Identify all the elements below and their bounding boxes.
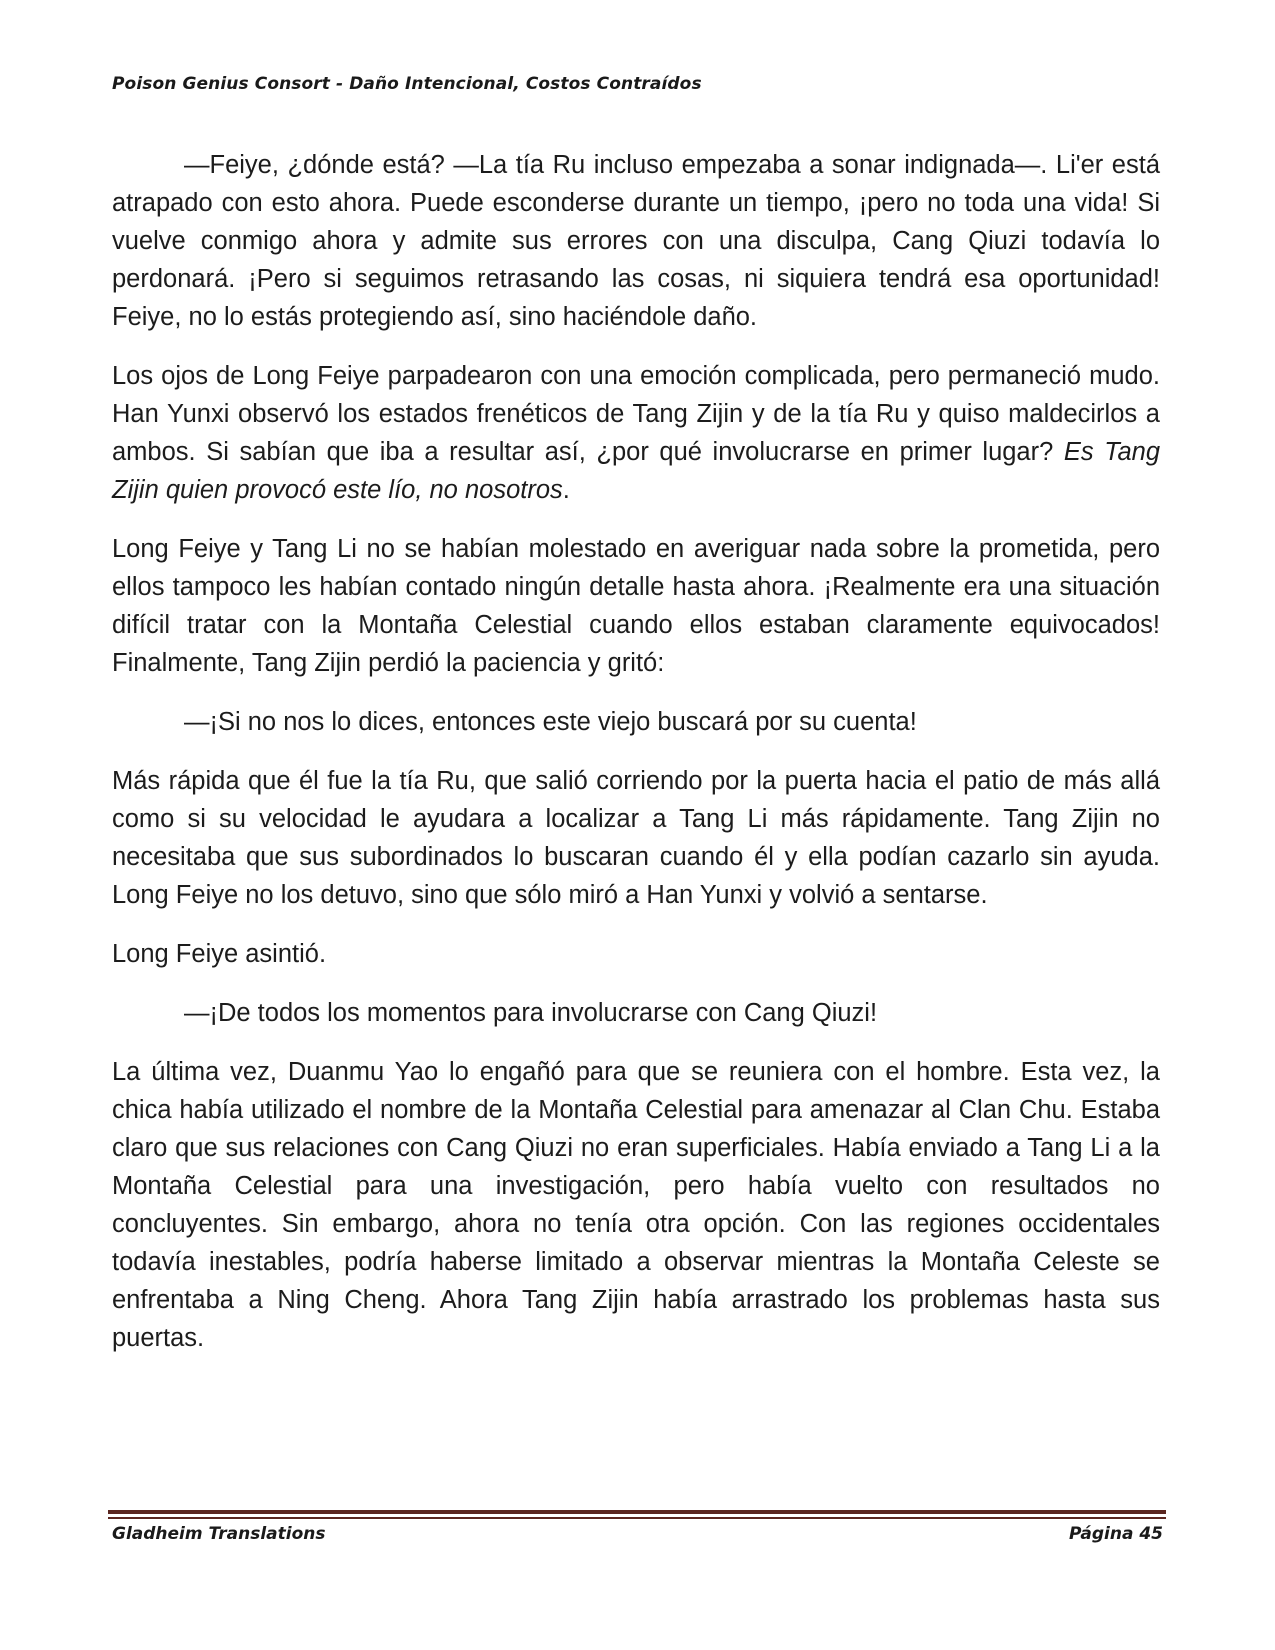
footer-rule-thick — [108, 1510, 1166, 1514]
paragraph-8: La última vez, Duanmu Yao lo engañó para que se reuniera con el hombre. Esta vez, la chica había utilizado el nombre de la Montaña Celestial para amenazar al Clan Chu. Estaba claro que sus relaciones con Cang Qiuzi no eran superficiales. Había enviado a Tang Li a la Montaña Celestial para una investigación, pero había vuelto con resultados no concluyentes. Sin embargo, ahora no tenía otra opción. Con las regiones occidentales todavía inestables, podría haberse limitado a observar mientras la Montaña Celeste se enfrentaba a Ning Cheng. Ahora Tang Zijin había arrastrado los problemas hasta sus puertas. — [112, 1058, 1160, 1352]
paragraph-2-end: . — [562, 476, 570, 504]
paragraph-4: —¡Si no nos lo dices, entonces este viejo buscará por su cuenta! — [184, 708, 917, 736]
running-header: Poison Genius Consort - Daño Intencional, Costos Contraídos — [112, 74, 702, 94]
paragraph-2-text: Los ojos de Long Feiye parpadearon con una emoción complicada, pero permaneció mudo. Han Yunxi observó los estados frenéticos de Tang Zijin y de la tía Ru y quiso maldecirlos a ambos. Si sabían que iba a resultar así, ¿por qué involucrarse en primer lugar? — [112, 362, 1160, 466]
footer-publisher: Gladheim Translations — [112, 1524, 326, 1544]
paragraph-7: —¡De todos los momentos para involucrarse con Cang Qiuzi! — [184, 999, 878, 1027]
paragraph-1: —Feiye, ¿dónde está? —La tía Ru incluso empezaba a sonar indignada—. Li'er está atrapado con esto ahora. Puede esconderse durante un tiempo, ¡pero no toda una vida! Si vuelve conmigo ahora y admite sus errores con una disculpa, Cang Qiuzi todavía lo perdonará. ¡Pero si seguimos retrasando las cosas, ni siquiera tendrá esa oportunidad! Feiye, no lo estás protegiendo así, sino haciéndole daño. — [112, 151, 1160, 331]
footer-rule-thin — [108, 1517, 1166, 1519]
paragraph-6: Long Feiye asintió. — [112, 940, 327, 968]
paragraph-2 — [112, 357, 1160, 509]
page-number: Página 45 — [1069, 1524, 1163, 1544]
paragraph-3: Long Feiye y Tang Li no se habían molestado en averiguar nada sobre la prometida, pero ellos tampoco les habían contado ningún detalle hasta ahora. ¡Realmente era una situación difícil tratar con la Montaña Celestial cuando ellos estaban claramente equivocados! Finalmente, Tang Zijin perdió la paciencia y gritó: — [112, 535, 1160, 677]
paragraph-5: Más rápida que él fue la tía Ru, que salió corriendo por la puerta hacia el patio de más allá como si su velocidad le ayudara a localizar a Tang Li más rápidamente. Tang Zijin no necesitaba que sus subordinados lo buscaran cuando él y ella podían cazarlo sin ayuda. Long Feiye no los detuvo, sino que sólo miró a Han Yunxi y volvió a sentarse. — [112, 767, 1160, 909]
paragraph-2-italic: Es Tang Zijin quien provocó este lío, no nosotros — [112, 438, 1160, 504]
page-body — [112, 146, 1160, 1378]
